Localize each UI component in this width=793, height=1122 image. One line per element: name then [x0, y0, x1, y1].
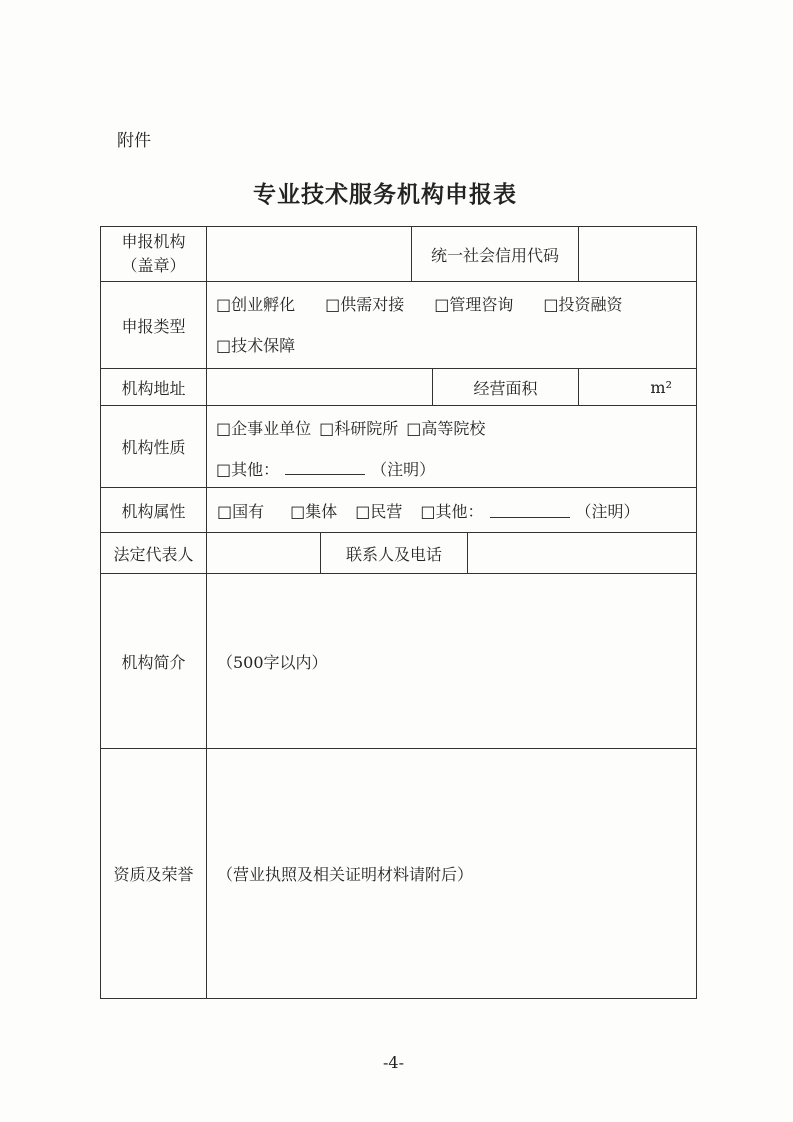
address-field[interactable]	[206, 368, 433, 406]
credit-code-label: 统一社会信用代码	[411, 226, 579, 282]
option-supply-demand[interactable]: □供需对接	[325, 295, 405, 314]
nature-options-line1	[216, 416, 507, 439]
org-label-text: 申报机构	[121, 232, 186, 251]
area-label: 经营面积	[432, 368, 579, 406]
intro-label: 机构简介	[100, 573, 207, 749]
intro-field[interactable]	[206, 573, 697, 749]
honor-label: 资质及荣誉	[100, 748, 207, 999]
attr-label: 机构属性	[100, 487, 207, 533]
attr-other-input[interactable]	[490, 503, 570, 518]
org-label	[100, 226, 207, 282]
nature-note: （注明）	[371, 460, 436, 479]
option-state[interactable]: □国有	[217, 501, 265, 521]
honor-field[interactable]	[206, 748, 697, 999]
option-research[interactable]: □科研院所	[319, 419, 399, 438]
area-field[interactable]	[578, 368, 697, 406]
intro-hint: （500字以内）	[217, 652, 328, 672]
contact-label: 联系人及电话	[320, 532, 468, 574]
option-enterprise[interactable]: □企事业单位	[216, 419, 312, 438]
option-tech-support[interactable]: □技术保障	[216, 336, 296, 355]
option-university[interactable]: □高等院校	[406, 419, 486, 438]
address-label: 机构地址	[100, 368, 207, 406]
option-private[interactable]: □民营	[355, 501, 403, 521]
type-label: 申报类型	[100, 281, 207, 369]
honor-hint: （营业执照及相关证明材料请附后）	[217, 865, 474, 884]
option-investment[interactable]: □投资融资	[543, 295, 623, 314]
option-nature-other[interactable]: □其他：	[216, 460, 280, 479]
nature-other	[216, 457, 435, 480]
page-title: 专业技术服务机构申报表	[253, 181, 517, 208]
nature-label: 机构性质	[100, 405, 207, 488]
credit-code-field[interactable]	[578, 226, 697, 282]
option-collective[interactable]: □集体	[290, 501, 338, 521]
org-stamp-text: （盖章）	[121, 256, 186, 275]
contact-field[interactable]	[467, 532, 697, 574]
attr-options	[206, 487, 697, 533]
attr-note: （注明）	[575, 501, 640, 521]
rep-field[interactable]	[206, 532, 321, 574]
option-attr-other[interactable]: □其他：	[420, 501, 484, 521]
option-incubation[interactable]: □创业孵化	[216, 295, 296, 314]
nature-other-input[interactable]	[285, 460, 365, 475]
rep-label: 法定代表人	[100, 532, 207, 574]
option-consulting[interactable]: □管理咨询	[434, 295, 514, 314]
page-number: -4-	[383, 1053, 404, 1072]
attachment-label: 附件	[117, 131, 151, 151]
type-options-line1	[216, 292, 645, 315]
area-unit: m²	[650, 377, 672, 397]
org-name-field[interactable]	[206, 226, 412, 282]
